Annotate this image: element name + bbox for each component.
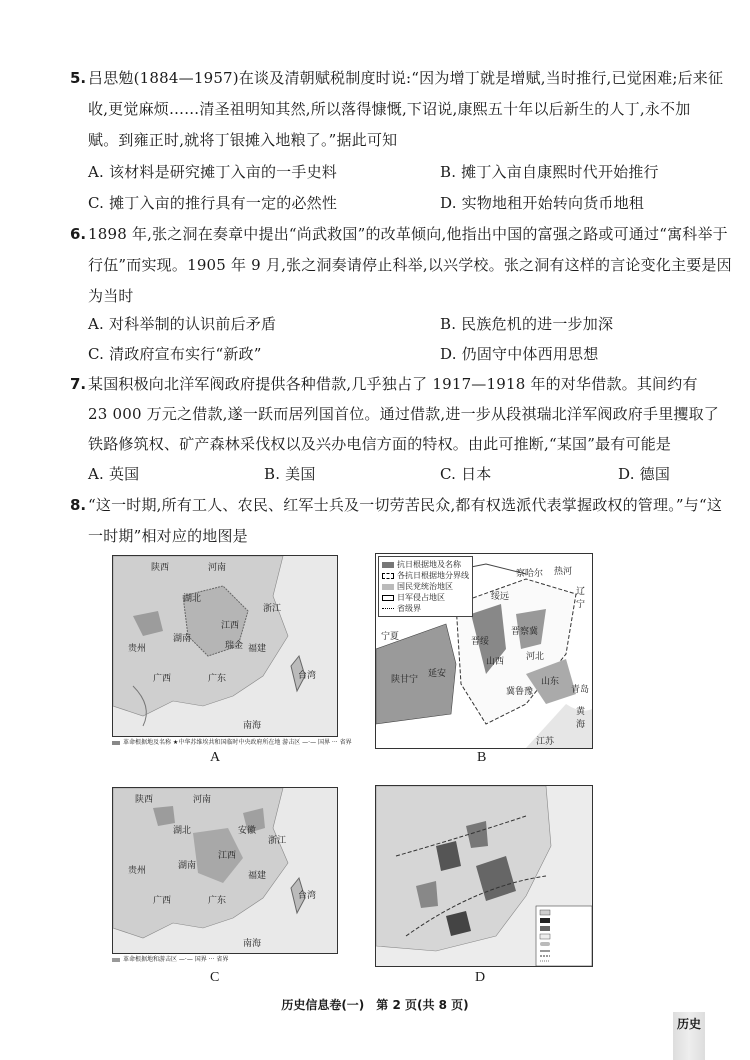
map-d	[375, 785, 593, 967]
question-text: 铁路修筑权、矿产森林采伐权以及兴办电信方面的特权。由此可推断,“某国”最有可能是	[88, 435, 672, 453]
map-a	[112, 555, 338, 737]
place-label: 江苏	[536, 737, 555, 747]
place-label: 河南	[193, 795, 212, 805]
place-label: 湖南	[173, 634, 192, 644]
place-label: 晋绥	[471, 637, 490, 647]
place-label: 福建	[248, 644, 267, 654]
place-label: 河南	[208, 563, 227, 573]
place-label: 察哈尔	[516, 569, 544, 579]
question-number: 5.	[70, 69, 87, 87]
place-label: 青岛	[571, 685, 590, 695]
place-label: 冀鲁豫	[506, 687, 534, 697]
option-d: D. 仍固守中体西用思想	[440, 345, 599, 363]
place-label: 广西	[153, 896, 172, 906]
place-label: 贵州	[128, 866, 147, 876]
place-label: 绥远	[491, 592, 510, 602]
place-label: 热河	[554, 567, 573, 577]
map-b	[375, 553, 593, 749]
question-number: 6.	[70, 225, 87, 243]
place-label: 浙江	[268, 836, 287, 846]
place-label: 河北	[526, 652, 545, 662]
place-label: 延安	[428, 669, 447, 679]
place-label: 陕西	[151, 563, 170, 573]
question-number: 8.	[70, 496, 87, 514]
place-label: 湖南	[178, 861, 197, 871]
place-label: 广东	[208, 896, 227, 906]
option-a: A. 对科举制的认识前后矛盾	[88, 315, 277, 333]
map-c-legend: 革命根据地和游击区 —·— 国界 ··· 省界	[112, 954, 228, 963]
map-caption: A	[210, 750, 221, 765]
map-caption: C	[210, 970, 220, 985]
map-caption: D	[475, 970, 486, 985]
place-label: 宁夏	[381, 632, 400, 642]
place-label: 瑞金	[225, 641, 244, 651]
place-label: 台湾	[298, 891, 317, 901]
place-label: 浙江	[263, 604, 282, 614]
place-label: 黄海	[576, 707, 586, 730]
place-label: 贵州	[128, 644, 147, 654]
question-text: “这一时期,所有工人、农民、红军士兵及一切劳苦民众,都有权选派代表掌握政权的管理。”与“这	[88, 496, 723, 514]
place-label: 福建	[248, 871, 267, 881]
option-a: A. 该材料是研究摊丁入亩的一手史料	[88, 163, 337, 181]
question-number: 7.	[70, 375, 87, 393]
place-label: 山东	[541, 677, 560, 687]
place-label: 江西	[218, 851, 237, 861]
place-label: 陕甘宁	[391, 675, 419, 685]
option-b: B. 民族危机的进一步加深	[440, 315, 614, 333]
option-d: D. 实物地租开始转向货币地租	[440, 194, 645, 212]
place-label: 陕西	[135, 795, 154, 805]
place-label: 晋察冀	[511, 627, 539, 637]
map-caption: B	[477, 750, 487, 765]
option-b: B. 摊丁入亩自康熙时代开始推行	[440, 163, 659, 181]
question-text: 为当时	[88, 287, 134, 305]
option-b: B. 美国	[264, 465, 316, 483]
place-label: 广东	[208, 674, 227, 684]
place-label: 南海	[243, 939, 262, 949]
place-label: 辽宁	[576, 587, 586, 610]
map-a-legend: 革命根据地及名称 ★中华苏维埃共和国临时中央政府所在地 游击区 —·— 国界 ··· 省界	[112, 737, 352, 746]
place-label: 江西	[221, 621, 240, 631]
question-text: 行伍”而实现。1905 年 9 月,张之洞奏请停止科举,以兴学校。张之洞有这样的言论变化主要是因	[88, 256, 732, 274]
place-label: 台湾	[298, 671, 317, 681]
place-label: 山西	[486, 657, 505, 667]
map-b-legend: 抗日根据地及名称 各抗日根据地分界线 国民党统治地区 日军侵占地区 省级界	[378, 556, 473, 617]
question-text: 1898 年,张之洞在奏章中提出“尚武救国”的改革倾向,他指出中国的富强之路或可通过“寓科举于	[88, 225, 728, 243]
map-c	[112, 787, 338, 954]
option-a: A. 英国	[88, 465, 140, 483]
question-text: 一时期”相对应的地图是	[88, 527, 248, 545]
option-c: C. 日本	[440, 465, 492, 483]
page-footer: 历史信息卷(一) 第 2 页(共 8 页)	[281, 998, 469, 1012]
place-label: 南海	[243, 721, 262, 731]
place-label: 安徽	[238, 826, 257, 836]
question-text: 收,更觉麻烦……清圣祖明知其然,所以落得慷慨,下诏说,康熙五十年以后新生的人丁,永不加	[88, 100, 691, 118]
question-text: 赋。到雍正时,就将丁银摊入地粮了。”据此可知	[88, 131, 398, 149]
place-label: 湖北	[173, 826, 192, 836]
question-text: 某国积极向北洋军阀政府提供各种借款,几乎独占了 1917—1918 年的对华借款。其间约有	[88, 375, 698, 393]
option-c: C. 摊丁入亩的推行具有一定的必然性	[88, 194, 338, 212]
place-label: 广西	[153, 674, 172, 684]
option-d: D. 德国	[618, 465, 671, 483]
question-text: 23 000 万元之借款,遂一跃而居列国首位。通过借款,进一步从段祺瑞北洋军阀政府手里攫取了	[88, 405, 719, 423]
option-c: C. 清政府宣布实行“新政”	[88, 345, 262, 363]
place-label: 湖北	[183, 594, 202, 604]
question-text: 吕思勉(1884—1957)在谈及清朝赋税制度时说:“因为增丁就是增赋,当时推行,已觉困难;后来征	[88, 69, 724, 87]
subject-tab: 历史	[673, 1012, 705, 1060]
